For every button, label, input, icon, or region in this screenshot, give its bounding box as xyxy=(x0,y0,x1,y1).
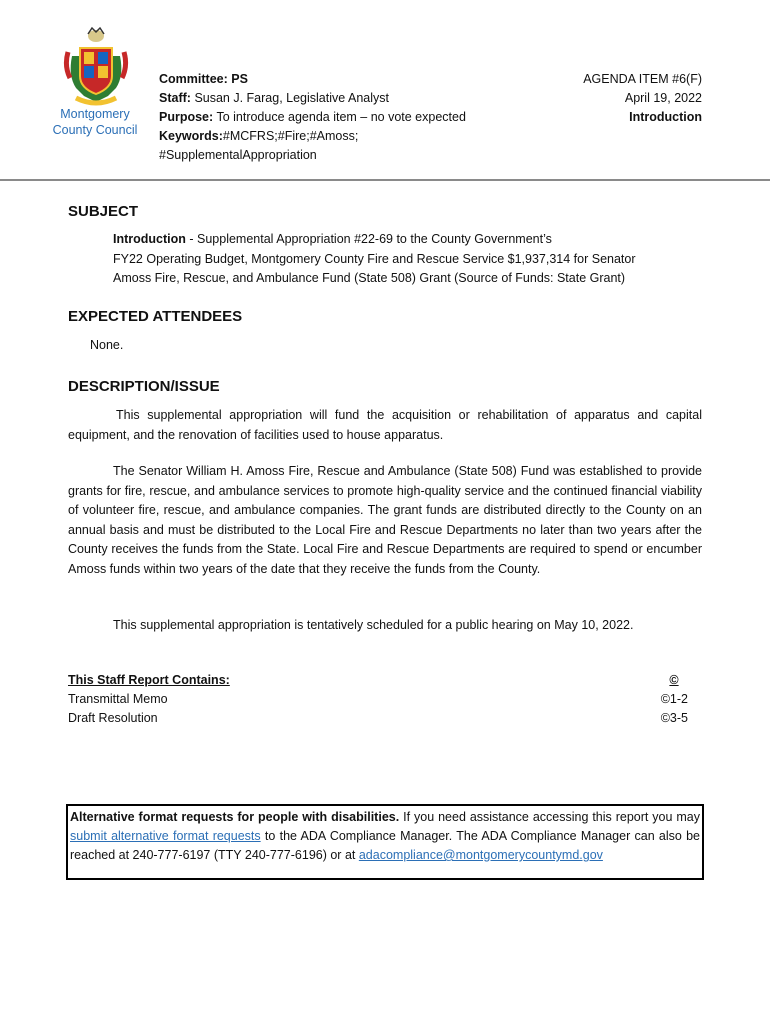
purpose-value: To introduce agenda item – no vote expected xyxy=(216,110,466,124)
header-divider xyxy=(0,179,770,181)
contents-item-1-page: ©1-2 xyxy=(660,692,688,706)
keywords-label: Keywords: xyxy=(159,129,223,143)
description-heading: DESCRIPTION/ISSUE xyxy=(68,378,220,395)
agenda-type: Introduction xyxy=(629,110,702,124)
ada-email-link[interactable]: adacompliance@montgomerycountymd.gov xyxy=(358,848,603,862)
purpose-label: Purpose: xyxy=(159,110,214,124)
committee-label: Committee: xyxy=(159,72,228,86)
county-seal-logo xyxy=(62,26,130,110)
keywords-value-2: #SupplementalAppropriation xyxy=(159,148,317,162)
subject-lead: Introduction xyxy=(113,232,186,246)
council-line-2: County Council xyxy=(52,123,138,137)
ada-bold-text: Alternative format requests for people with disabilities. xyxy=(70,810,400,824)
agenda-item: AGENDA ITEM #6(F) xyxy=(583,72,702,86)
keywords-value-1: #MCFRS;#Fire;#Amoss; xyxy=(222,129,359,143)
keywords-line xyxy=(159,127,466,146)
council-line-1: Montgomery xyxy=(60,107,130,121)
subject-heading: SUBJECT xyxy=(68,203,139,220)
subject-line-3: Amoss Fire, Rescue, and Ambulance Fund (State 508) Grant (Source of Funds: State Grant) xyxy=(113,271,626,285)
subject-text xyxy=(113,230,713,289)
committee-value: PS xyxy=(231,72,248,86)
staff-line xyxy=(159,89,466,108)
attendees-value: None. xyxy=(90,338,124,352)
staff-label: Staff: xyxy=(159,91,191,105)
contents-item-1-label: Transmittal Memo xyxy=(68,692,168,706)
description-para-1: This supplemental appropriation will fund the acquisition or rehabilitation of apparatus and capital equipment, and the renovation of facilities used to house apparatus. xyxy=(68,408,702,442)
contents-item-2-label: Draft Resolution xyxy=(68,711,158,725)
contents-heading: This Staff Report Contains: xyxy=(68,673,230,687)
staff-value: Susan J. Farag, Legislative Analyst xyxy=(194,91,389,105)
contents-page-heading: © xyxy=(669,673,679,687)
agenda-date: April 19, 2022 xyxy=(624,91,702,105)
description-para-2: The Senator William H. Amoss Fire, Rescue and Ambulance (State 508) Fund was established to provide grants for fire, rescue, and ambulance services to promote high-quality service and the continued financial viability of volunteer fire, rescue, and ambulance companies. The grant funds are distributed directly to the County on an annual basis and must be distributed to the Local Fire and Rescue Departments no later than two years after the County receives the funds from the State. Local Fire and Rescue Departments are required to spend or encumber Amoss funds within two years of the date that they receive the funds from the County. xyxy=(68,464,702,576)
purpose-line xyxy=(159,108,466,127)
subject-line-2: FY22 Operating Budget, Montgomery County Fire and Rescue Service $1,937,314 for Senator xyxy=(113,251,636,266)
ada-text-1: If you need assistance accessing this report you may xyxy=(399,810,700,824)
ada-text-2: to the ADA Compliance Manager. The ADA Compliance Manager can also be reached at 240-777-6197 (TTY 240-777-6196) or at xyxy=(70,829,701,862)
description-para-3: This supplemental appropriation is tentatively scheduled for a public hearing on May 10, 2022. xyxy=(113,618,634,632)
committee-line xyxy=(159,70,466,89)
ada-notice-box xyxy=(66,804,704,880)
alternative-format-link[interactable]: submit alternative format requests xyxy=(70,829,261,843)
council-name xyxy=(40,106,150,138)
attendees-heading: EXPECTED ATTENDEES xyxy=(68,308,243,325)
agenda-info xyxy=(583,70,702,127)
contents-item-2-page: ©3-5 xyxy=(660,711,688,725)
meeting-meta xyxy=(159,70,466,165)
subject-line-1-text: - Supplemental Appropriation #22-69 to the County Government’s xyxy=(185,232,552,246)
subject-line-1 xyxy=(113,230,713,250)
